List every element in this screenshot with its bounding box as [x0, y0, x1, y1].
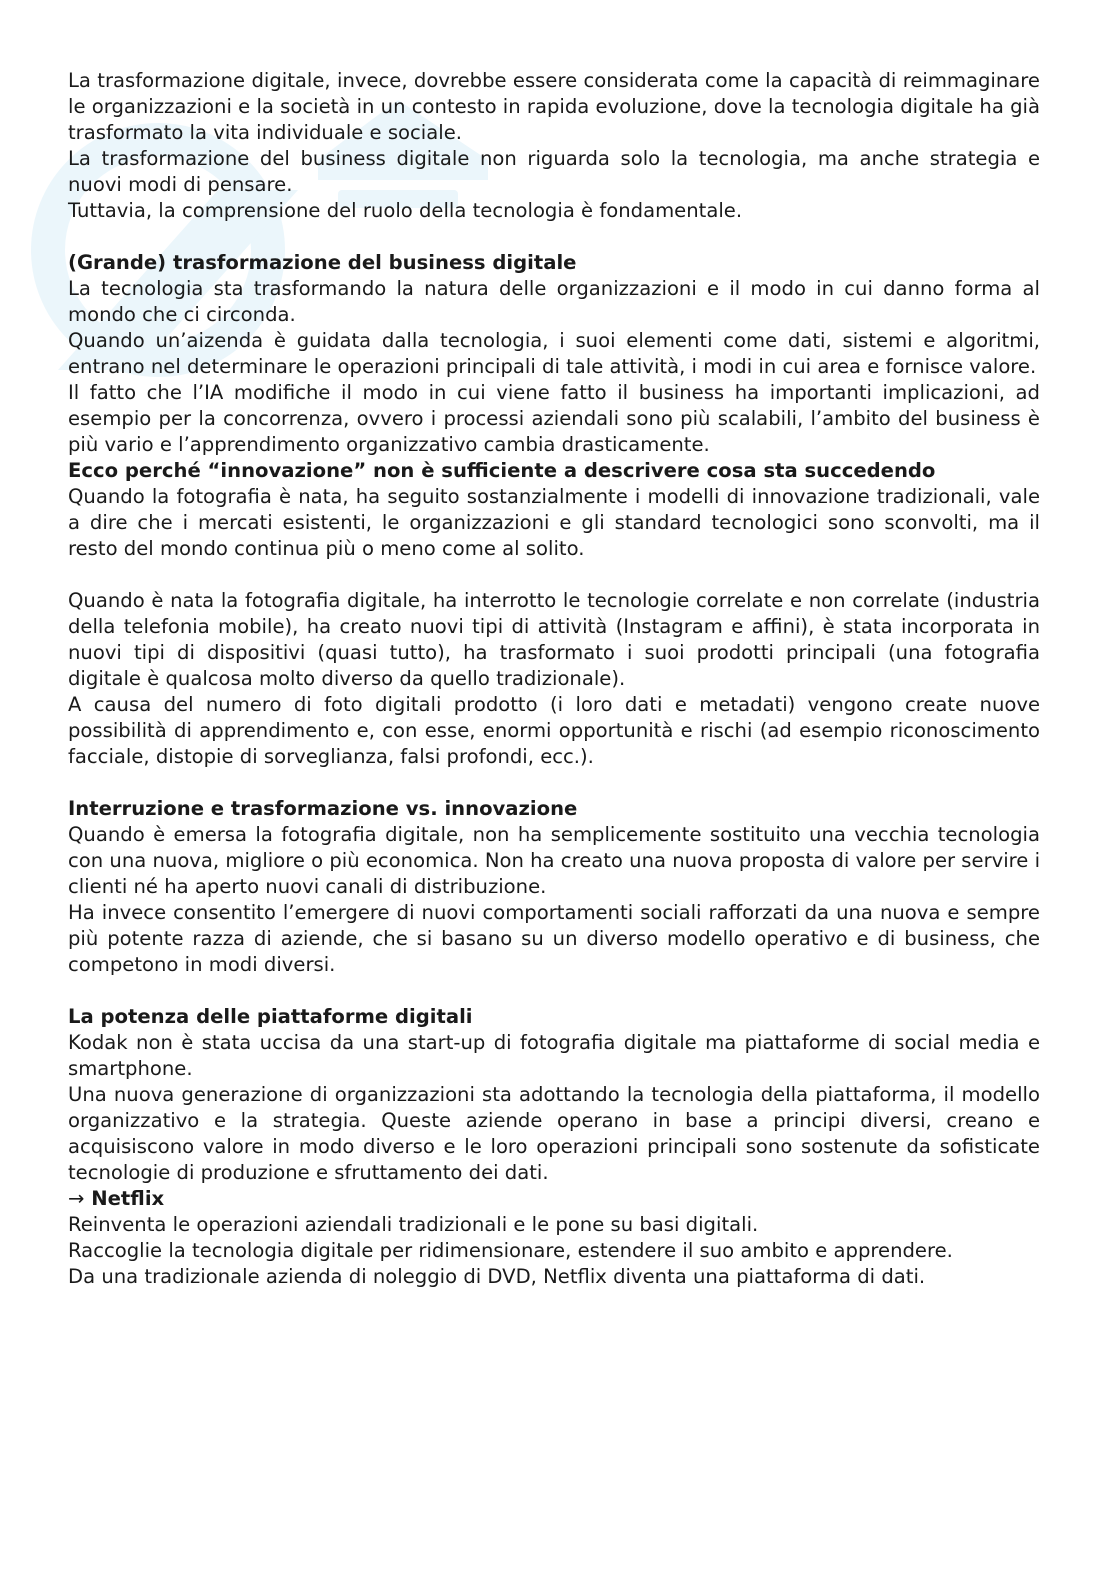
body-paragraph: Raccoglie la tecnologia digitale per ridimensionare, estendere il suo ambito e apprendere.	[68, 1239, 953, 1262]
netflix-label: Netflix	[91, 1187, 165, 1210]
spacer	[68, 562, 1040, 588]
document-page	[68, 68, 1040, 1290]
body-paragraph: Da una tradizionale azienda di noleggio di DVD, Netflix diventa una piattaforma di dati.	[68, 1265, 926, 1288]
body-paragraph: Quando un’aizenda è guidata dalla tecnologia, i suoi elementi come dati, sistemi e algoritmi, entrano nel determinare le operazioni principali di tale attività, i modi in cui area e fornisce valore.	[68, 329, 1040, 378]
body-paragraph: Kodak non è stata uccisa da una start-up di fotografia digitale ma piattaforme di social media e smartphone.	[68, 1031, 1040, 1080]
spacer	[68, 224, 1040, 250]
body-paragraph: Quando la fotografia è nata, ha seguito sostanzialmente i modelli di innovazione tradizionali, vale a dire che i mercati esistenti, le organizzazioni e gli standard tecnologici sono sconvolti, ma il resto del mondo continua più o meno come al solito.	[68, 485, 1040, 560]
body-paragraph: Quando è nata la fotografia digitale, ha interrotto le tecnologie correlate e non correlate (industria della telefonia mobile), ha creato nuovi tipi di attività (Instagram e affini), è stata incorporata in nuovi tipi di dispositivi (quasi tutto), ha trasformato i suoi prodotti principali (una fotografia digitale è qualcosa molto diverso da quello tradizionale).	[68, 589, 1040, 690]
body-paragraph: Ha invece consentito l’emergere di nuovi comportamenti sociali rafforzati da una nuova e sempre più potente razza di aziende, che si basano su un diverso modello operativo e di business, che competono in modi diversi.	[68, 901, 1040, 976]
section-heading: (Grande) trasformazione del business digitale	[68, 251, 577, 274]
body-paragraph: La tecnologia sta trasformando la natura delle organizzazioni e il modo in cui danno forma al mondo che ci circonda.	[68, 277, 1040, 326]
section-heading: Interruzione e trasformazione vs. innovazione	[68, 797, 578, 820]
intro-paragraph: La trasformazione del business digitale non riguarda solo la tecnologia, ma anche strategia e nuovi modi di pensare.	[68, 147, 1040, 196]
arrow-right-icon: →	[68, 1187, 85, 1210]
intro-paragraph: Tuttavia, la comprensione del ruolo della tecnologia è fondamentale.	[68, 199, 743, 222]
body-paragraph: Quando è emersa la fotografia digitale, non ha semplicemente sostituito una vecchia tecnologia con una nuova, migliore o più economica. Non ha creato una nuova proposta di valore per servire i clienti né ha aperto nuovi canali di distribuzione.	[68, 823, 1041, 898]
section-heading: Ecco perché “innovazione” non è sufficiente a descrivere cosa sta succedendo	[68, 459, 936, 482]
body-paragraph: A causa del numero di foto digitali prodotto (i loro dati e metadati) vengono create nuove possibilità di apprendimento e, con esse, enormi opportunità e rischi (ad esempio riconoscimento facciale, distopie di sorveglianza, falsi profondi, ecc.).	[68, 693, 1040, 768]
body-paragraph: Il fatto che l’IA modifiche il modo in cui viene fatto il business ha importanti implicazioni, ad esempio per la concorrenza, ovvero i processi aziendali sono più scalabili, l’ambito del business è più vario e l’apprendimento organizzativo cambia drasticamente.	[68, 381, 1040, 456]
spacer	[68, 770, 1040, 796]
spacer	[68, 978, 1040, 1004]
body-paragraph: Reinventa le operazioni aziendali tradizionali e le pone su basi digitali.	[68, 1213, 759, 1236]
section-heading: La potenza delle piattaforme digitali	[68, 1005, 473, 1028]
body-paragraph: Una nuova generazione di organizzazioni sta adottando la tecnologia della piattaforma, il modello organizzativo e la strategia. Queste aziende operano in base a principi diversi, creano e acquisiscono valore in modo diverso e le loro operazioni principali sono sostenute da sofisticate tecnologie di produzione e sfruttamento dei dati.	[68, 1083, 1040, 1184]
intro-paragraph: La trasformazione digitale, invece, dovrebbe essere considerata come la capacità di reimmaginare le organizzazioni e la società in un contesto in rapida evoluzione, dove la tecnologia digitale ha già trasformato la vita individuale e sociale.	[68, 69, 1040, 144]
netflix-subheading	[68, 1186, 1040, 1212]
